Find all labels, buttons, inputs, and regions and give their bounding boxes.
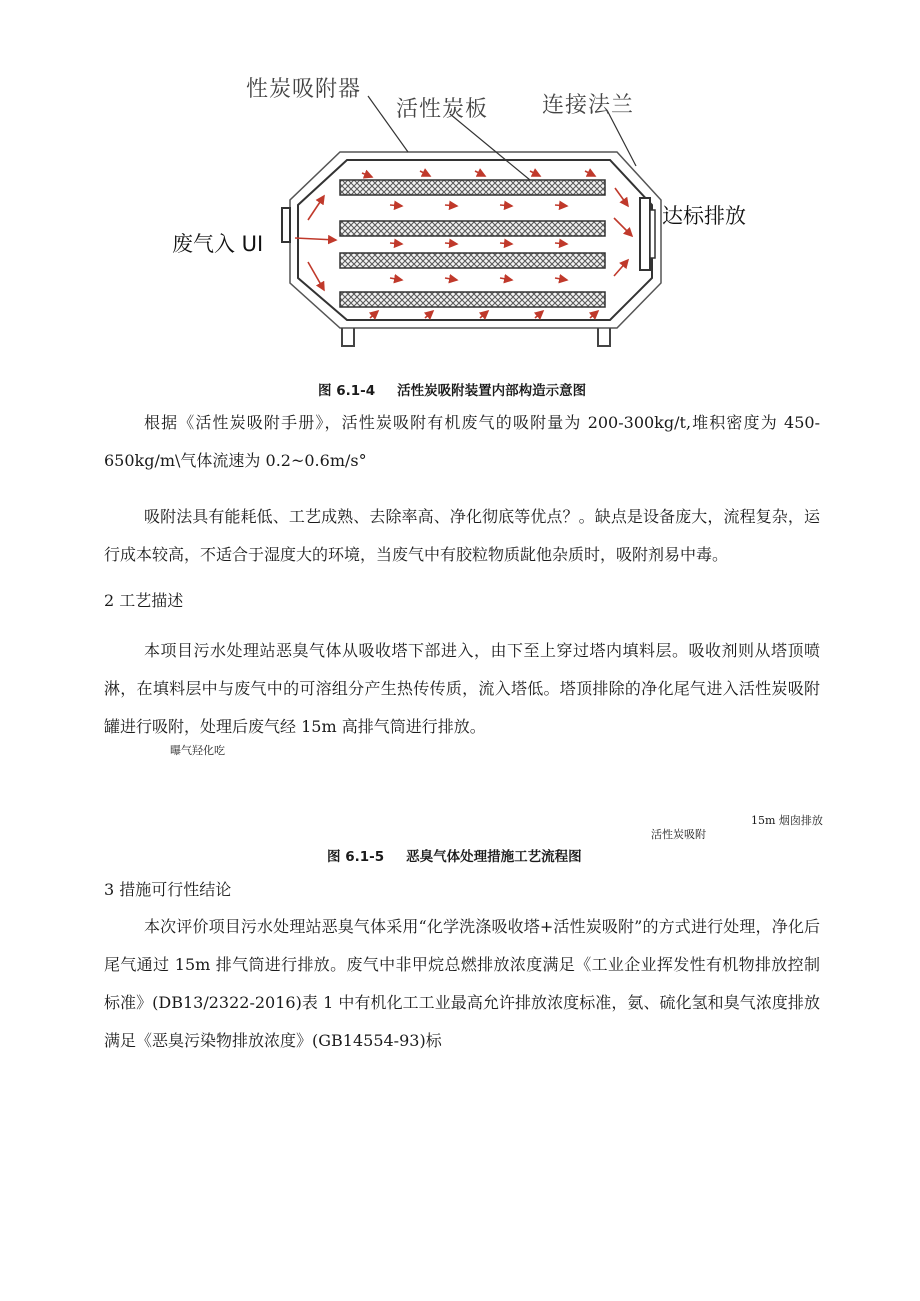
inlet-flange	[282, 208, 290, 242]
paragraph-pros-cons: 吸附法具有能耗低、工艺成熟、去除率高、净化彻底等优点？。缺点是设备庞大，流程复杂，运行成本较高，不适合于湿度大的环境，当废气中有胶粒物质龀他杂质时，吸附剂易中毒。	[104, 507, 820, 564]
label-carbon-plate: 活性炭板	[396, 97, 489, 122]
adsorber-leg-left	[342, 328, 354, 346]
section-2-heading: 2 工艺描述	[104, 591, 184, 610]
section-3-paragraph: 本次评价项目污水处理站恶臭气体采用“化学洗涤吸收塔+活性炭吸附”的方式进行处理，净化后尾气通过 15m 排气筒进行排放。废气中非甲烷总燃排放浓度满足《工业企业挥发性有机物排放控制标准》(DB13/2322-2016)表 1 中有机化工工业最高允许排放浓度标准，氨、硫化氢和臭气浓度排放满足《恶臭污染物排放浓度》(GB14554-93)标	[104, 917, 820, 1050]
label-flange: 连接法兰	[542, 93, 635, 118]
figure-2-caption	[327, 845, 582, 865]
paragraph-adsorption-capacity: 根据《活性炭吸附手册》，活性炭吸附有机废气的吸附量为 200-300kg/t,堆积密度为 450-650kg/m\气体流速为 0.2~0.6m/s°	[104, 413, 820, 470]
figure-1-number: 图 6.1-4	[318, 383, 376, 399]
carbon-plate-1	[340, 180, 605, 195]
section-2-paragraph: 本项目污水处理站恶臭气体从吸收塔下部进入，由下至上穿过塔内填料层。吸收剂则从塔顶喷淋，在填料层中与废气中的可溶组分产生热传传质，流入塔低。塔顶排除的净化尾气进入活性炭吸附罐进行吸附，处理后废气经 15m 高排气筒进行排放。	[104, 641, 820, 736]
flow-label-adsorption: 活性炭吸附	[651, 828, 706, 841]
adsorber-leg-right	[598, 328, 610, 346]
figure-1-title: 活性炭吸附装置内部构造示意图	[397, 383, 587, 399]
flow-label-chimney: 15m 烟囱排放	[751, 814, 823, 827]
section-3-heading: 3 措施可行性结论	[104, 880, 232, 899]
carbon-plate-3	[340, 253, 605, 268]
label-outlet: 达标排放	[662, 204, 746, 228]
figure-2-title: 恶臭气体处理措施工艺流程图	[406, 849, 582, 865]
carbon-plate-4	[340, 292, 605, 307]
outlet-flange	[640, 198, 650, 270]
figure-2-number: 图 6.1-5	[327, 849, 385, 865]
flow-label-upper-left: 曝气羟化吃	[170, 744, 225, 757]
label-inlet: 废气入 UI	[172, 232, 264, 256]
label-adsorber: 性炭吸附器	[246, 77, 362, 102]
carbon-plate-2	[340, 221, 605, 236]
figure-1-caption	[318, 379, 586, 399]
